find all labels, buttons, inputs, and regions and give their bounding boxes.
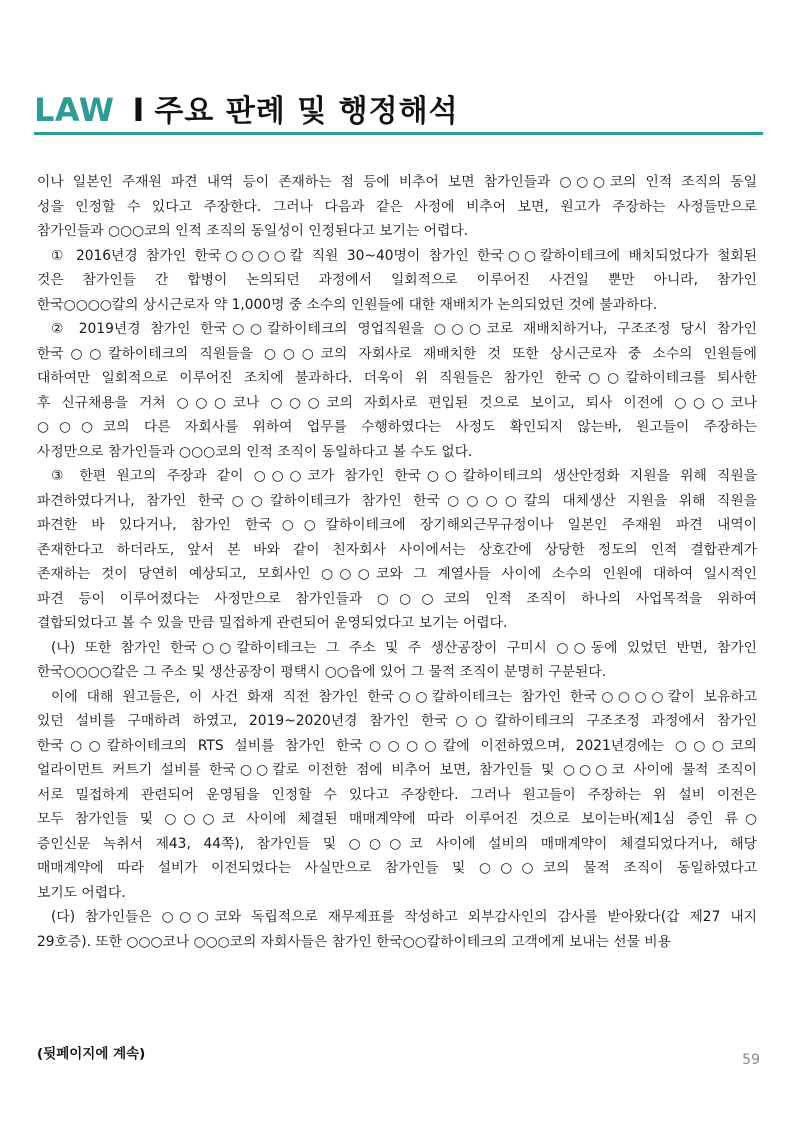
text-line: 후 신규채용을 거쳐 ○○○코나 ○○○코의 자회사로 편입된 것으로 보이고, 퇴사 이전에 ○○○코나	[37, 394, 757, 411]
text-line: 참가인들과 ○○○코의 인적 조직의 동일성이 인정된다고 보기는 어렵다.	[37, 223, 469, 239]
text-line: 파견한 바 있다거나, 참가인 한국○○칼하이테크에 장기해외근무규정이나 일본인 주재원 파견 내역이	[37, 517, 757, 533]
text-line: ① 2016년경 참가인 한국○○○○칼 직원 30~40명이 참가인 한국○○칼하이테크에 배치되었다가 철회된	[51, 247, 757, 264]
text-line: ② 2019년경 참가인 한국○○칼하이테크의 영업직원을 ○○○코로 재배치하거나, 구조조정 당시 참가인	[51, 321, 757, 337]
text-line: 한국○○○○칼의 상시근로자 약 1,000명 중 소수의 인원들에 대한 재배치가 논의되었던 것에 불과하다.	[37, 296, 658, 313]
page-number: 59	[742, 1052, 760, 1068]
text-line: 한국○○칼하이테크의 RTS 설비를 참가인 한국○○○○칼에 이전하였으며, 2021년경에는 ○○○코의	[37, 737, 757, 754]
text-line: 보기도 어렵다.	[37, 884, 126, 901]
header-divider: I	[132, 91, 145, 129]
document-body	[37, 170, 757, 954]
text-line: 존재하는 것이 당연히 예상되고, 모회사인 ○○○코와 그 계열사들 사이에 소수의 인원에 대하여 일시적인	[37, 566, 757, 582]
text-line: 매매계약에 따라 설비가 이전되었다는 사실만으로 참가인들 및 ○○○코의 물적 조직이 동일하였다고	[37, 860, 757, 876]
text-line: 대하여만 일회적으로 이루어진 조치에 불과하다. 더욱이 위 직원들은 참가인 한국○○칼하이테크를 퇴사한	[37, 370, 757, 386]
page-header	[34, 86, 459, 130]
text-line: ③ 한편 원고의 주장과 같이 ○○○코가 참가인 한국○○칼하이테크의 생산안정화 지원을 위해 직원을	[51, 468, 757, 484]
continued-note: (뒷페이지에 계속)	[37, 1046, 146, 1062]
text-line: ○○○코의 다른 자회사를 위하여 업무를 수행하였다는 사정도 확인되지 않는바, 원고들이 주장하는	[37, 419, 757, 435]
text-line: 이에 대해 원고들은, 이 사건 화재 직전 참가인 한국○○칼하이테크는 참가인 한국○○○○칼이 보유하고	[51, 688, 757, 705]
text-line: 성을 인정할 수 있다고 주장한다. 그러나 다음과 같은 사정에 비추어 보면, 원고가 주장하는 사정들만으로	[37, 198, 757, 215]
text-line: 것은 참가인들 간 합병이 논의되던 과정에서 일회적으로 이루어진 사건일 뿐만 아니라, 참가인	[37, 272, 757, 288]
text-line: 얼라이먼트 커트기 설비를 한국○○칼로 이전한 점에 비추어 보면, 참가인들 및 ○○○코 사이에 물적 조직이	[37, 762, 757, 778]
header-rule	[34, 132, 763, 135]
text-line: 이나 일본인 주재원 파견 내역 등이 존재하는 점 등에 비추어 보면 참가인들과 ○○○코의 인적 조직의 동일	[37, 174, 757, 190]
text-line: 파견 등이 이루어졌다는 사정만으로 참가인들과 ○○○코의 인적 조직이 하나의 사업목적을 위하여	[37, 590, 757, 607]
text-line: 사정만으로 참가인들과 ○○○코의 인적 조직이 동일하다고 볼 수도 없다.	[37, 443, 473, 460]
text-line: (나) 또한 참가인 한국○○칼하이테크는 그 주소 및 주 생산공장이 구미시 ○○동에 있었던 반면, 참가인	[51, 639, 757, 656]
text-line: 결합되었다고 볼 수 있을 만큼 밀접하게 관련되어 운영되었다고 보기는 어렵다.	[37, 615, 508, 631]
text-line: 있던 설비를 구매하려 하였고, 2019~2020년경 참가인 한국○○칼하이테크의 구조조정 과정에서 참가인	[37, 713, 757, 729]
text-line: 29호증). 또한 ○○○코나 ○○○코의 자회사들은 참가인 한국○○칼하이테크의 고객에게 보내는 선물 비용	[37, 933, 671, 950]
text-line: 존재한다고 하더라도, 앞서 본 바와 같이 친자회사 사이에서는 상호간에 상당한 정도의 인적 결합관계가	[37, 541, 757, 558]
text-line: 증인신문 녹취서 제43, 44쪽), 참가인들 및 ○○○코 사이에 설비의 매매계약이 체결되었다거나, 해당	[37, 835, 757, 852]
section-label: LAW	[34, 91, 115, 129]
page-title: 주요 판례 및 행정해석	[154, 94, 459, 129]
text-line: 파견하였다거나, 참가인 한국○○칼하이테크가 참가인 한국○○○○칼의 대체생산 지원을 위해 직원을	[37, 492, 757, 509]
text-line: 한국○○○○칼은 그 주소 및 생산공장이 평택시 ○○읍에 있어 그 물적 조직이 분명히 구분된다.	[37, 664, 607, 680]
text-line: (다) 참가인들은 ○○○코와 독립적으로 재무제표를 작성하고 외부감사인의 감사를 받아왔다(갑 제27 내지	[51, 909, 757, 925]
text-line: 한국○○칼하이테크의 직원들을 ○○○코의 자회사로 재배치한 것 또한 상시근로자 중 소수의 인원들에	[37, 345, 757, 362]
text-line: 모두 참가인들 및 ○○○코 사이에 체결된 매매계약에 따라 이루어진 것으로 보이는바(제1심 증인 류○	[37, 811, 757, 827]
text-line: 서로 밀접하게 관련되어 운영됨을 인정할 수 있다고 주장한다. 그러나 원고들이 주장하는 위 설비 이전은	[37, 786, 757, 803]
